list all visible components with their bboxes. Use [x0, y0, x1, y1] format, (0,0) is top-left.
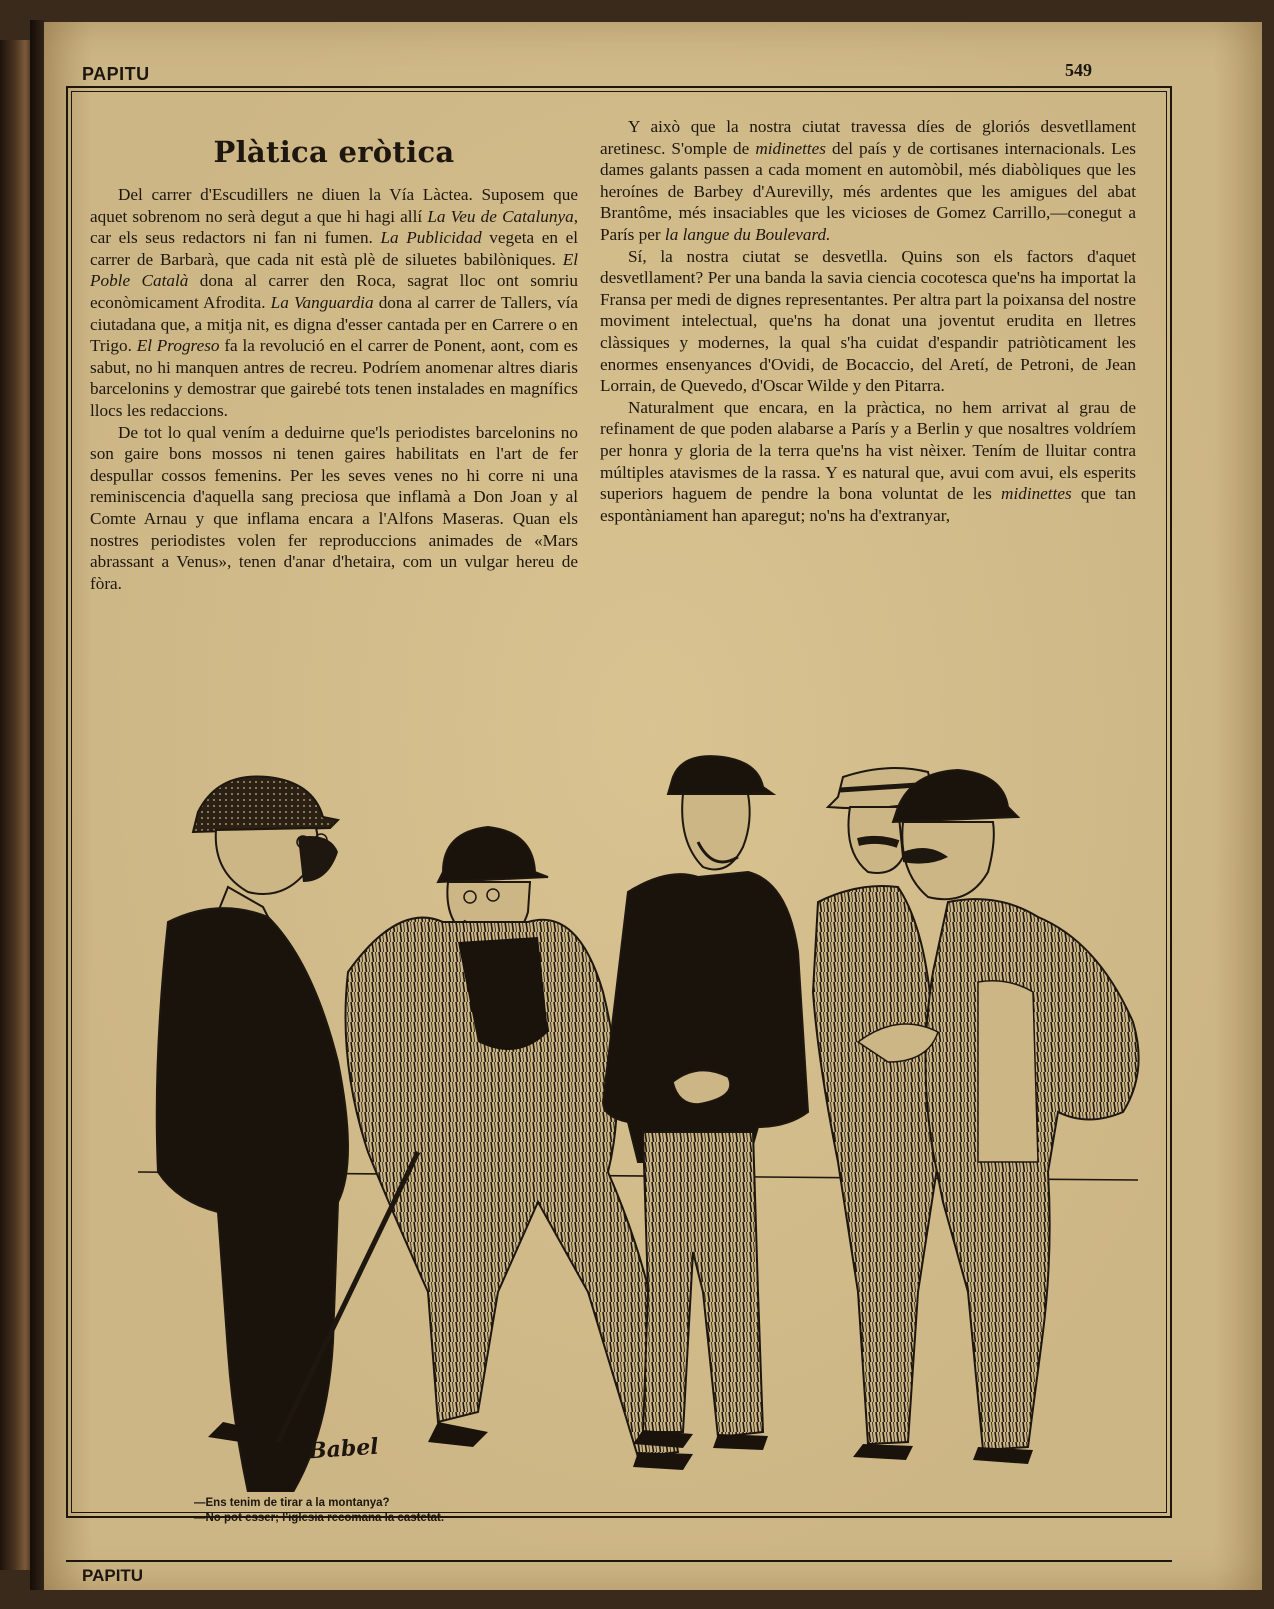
- text-run: fa la revolució en el carrer de Ponent, aont, com es sabut, no hi manquen antres de recreu. Podríem anomenar altres diaris barcelonins y demostrar que gairebé tots tenen instalades en magnífics llocs les redaccions.: [90, 336, 578, 420]
- italic-title: La Publicidad: [380, 228, 482, 248]
- cartoon-illustration: [98, 732, 1168, 1492]
- page-number: 549: [1065, 60, 1092, 80]
- right-paragraph: [600, 246, 1136, 397]
- footer-rule: [66, 1560, 1172, 1562]
- left-column: [90, 118, 578, 594]
- text-run: vegeta en el carrer de Barbarà, que cada nit està plè de siluetes babilòniques.: [90, 228, 578, 269]
- text-run: Sí, la nostra ciutat se desvetlla. Quins son els factors d'aquet desvetllament? Per una banda la savia ciencia cocotesca que'ns ha importat la Fransa per medi de dignes representantes. Per altra part la poixansa del nostre moviment intelectual, que'ns ha donat una joventut erudita en lletres clàssiques y modernes, la qual s'ha cuidat d'espandir patriòticament les enormes ensenyances d'Ovidi, de Bocaccio, del Aretí, de Petroni, de Jean Lorrain, de Quevedo, d'Oscar Wilde y den Pitarra.: [600, 246, 1136, 396]
- italic-title: la langue du Boulevard.: [664, 224, 831, 244]
- right-column-body: [600, 116, 1136, 526]
- text-run: , car els seus redactors ni fan ni fumen.: [90, 206, 578, 248]
- italic-title: La Vanguardia: [270, 292, 374, 312]
- article-title: Plàtica eròtica: [213, 135, 455, 169]
- artist-signature: Babel: [307, 1433, 380, 1465]
- left-column-body: [90, 184, 578, 594]
- italic-title: La Veu de Catalunya: [427, 206, 574, 226]
- text-run: Del carrer d'Escudillers ne diuen la Vía Làctea. Suposem que aquet sobrenom no serà degut a que hi hagi allí: [90, 185, 578, 226]
- caption-line-2: —No pot esser; l'iglesia recomana la castetat.: [194, 1512, 445, 1524]
- text-run: del país y de cortisanes internacionals. Les dames galants passen a cada moment en automòbil, més diabòliques que les heroínes de Barbey d'Aurevilly, més ardentes que les amigues del abat Brantôme, més insaciables que les vicioses de Gomez Carrillo,—conegut a París per: [600, 138, 1136, 244]
- right-paragraph: [600, 116, 1136, 246]
- magazine-page: [44, 22, 1262, 1590]
- running-head: PAPITU: [82, 64, 150, 84]
- cartoon-drawing: [98, 732, 1168, 1492]
- italic-title: El Progreso: [136, 336, 220, 356]
- text-run: dona al carrer de Tallers, vía ciutadana que, a mitja nit, es digna d'esser cantada per en Carrere o en Trigo.: [90, 292, 578, 356]
- right-column: [600, 116, 1136, 526]
- text-run: que tan espontàniament han aparegut; no'ns ha d'extranyar,: [600, 484, 1136, 525]
- left-paragraph: [90, 422, 578, 595]
- italic-title: midinettes: [1001, 484, 1072, 504]
- text-run: Naturalment que encara, en la pràctica, no hem arrivat al grau de refinament de que poden alabarse a París y a Berlin y que nosaltres voldríem per honra y gloria de la terra que'ns ha vist nèixer. Tením de lluitar contra múltiples atavismes de la rassa. Y es natural que, avui com avui, els esperits superiors haguem de pendre la bona voluntat de les: [600, 397, 1136, 504]
- text-run: dona al carrer den Roca, sagrat lloc ont somriu econòmicament Afrodita.: [90, 271, 578, 312]
- caption-line-1: —Ens tenim de tirar a la montanya?: [194, 1497, 390, 1509]
- figure-man-checked-cap: [157, 776, 348, 1492]
- text-run: De tot lo qual vením a deduirne que'ls periodistes barcelonins no son gaire bons mossos ni tenen gaires habilitats en l'art de fer despullar cossos femenins. Per les seves venes no hi corre ni una reminiscencia d'aquella sang preciosa que inflamà a Don Joan y al Comte Arnau y que inflama encara a l'Alfons Maseras. Quan els nostres periodistes volen fer reproduccions animades de «Mars abrassant a Venus», tenen d'anar d'hetaira, com un vulgar hereu de fòra.: [90, 422, 578, 593]
- italic-title: midinettes: [755, 138, 826, 158]
- italic-title: El Poble Català: [90, 249, 578, 291]
- footer-running-head: PAPITU: [82, 1566, 144, 1585]
- cartoon-caption: [194, 1496, 444, 1526]
- right-paragraph: [600, 397, 1136, 527]
- text-run: Y això que la nostra ciutat travessa díes de gloriós desvetllament aretinesc. S'omple de: [600, 117, 1136, 158]
- left-paragraph: [90, 184, 578, 422]
